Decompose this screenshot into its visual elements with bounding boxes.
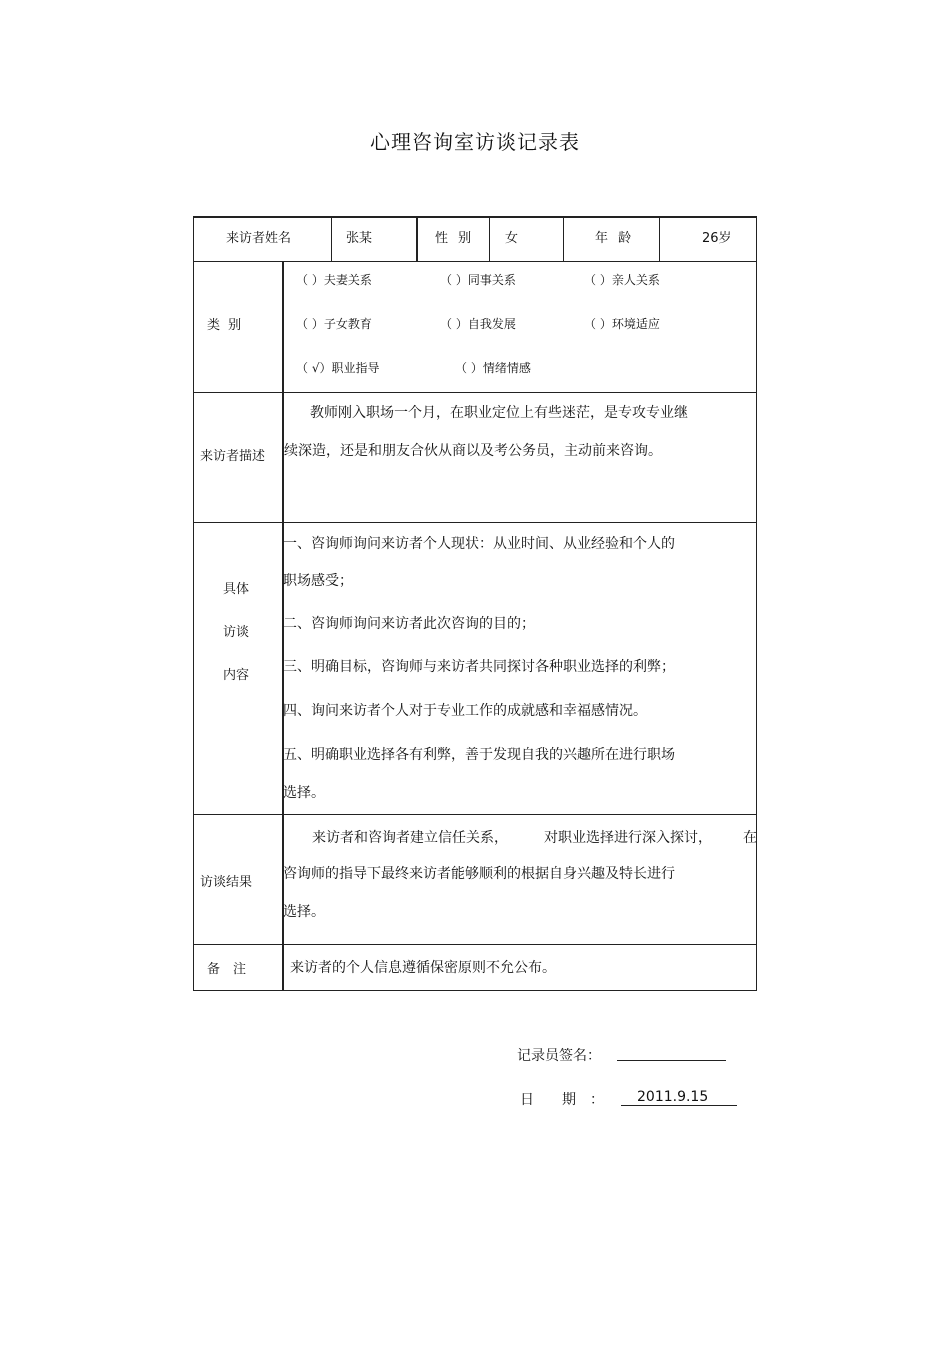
- category-option: （ ）子女教育: [296, 317, 372, 331]
- table-border-right: [756, 216, 757, 991]
- row-divider: [193, 814, 757, 815]
- row-divider: [193, 522, 757, 523]
- content-line: 四、询问来访者个人对于专业工作的成就感和幸福感情况。: [283, 703, 647, 719]
- page-title: 心理咨询室访谈记录表: [370, 130, 580, 154]
- category-label: 类 别: [207, 318, 242, 333]
- date-value: 2011.9.15: [637, 1089, 709, 1105]
- result-line-part: 来访者和咨询者建立信任关系，: [312, 830, 508, 846]
- category-option: （ ）夫妻关系: [296, 273, 372, 287]
- content-label-line: 具体: [223, 582, 250, 597]
- result-line: 选择。: [283, 904, 325, 920]
- result-line-part: 对职业选择进行深入探讨，: [544, 830, 712, 846]
- category-option: （ ）情绪情感: [455, 361, 531, 375]
- content-line: 二、咨询师询问来访者此次咨询的目的；: [283, 616, 535, 632]
- description-label: 来访者描述: [200, 449, 266, 464]
- header-divider: [659, 216, 660, 261]
- category-option: （ ）自我发展: [440, 317, 516, 331]
- table-border-top: [193, 216, 757, 218]
- header-divider: [416, 216, 418, 261]
- remarks-value: 来访者的个人信息遵循保密原则不允公布。: [290, 960, 556, 976]
- row-divider: [193, 944, 757, 945]
- content-label-line: 访谈: [223, 625, 250, 640]
- age-value: 26岁: [702, 231, 732, 246]
- content-line: 三、明确目标，咨询师与来访者共同探讨各种职业选择的利弊；: [283, 659, 675, 675]
- row-divider: [193, 392, 757, 393]
- date-underline: [621, 1105, 737, 1106]
- result-line-part: 在: [743, 830, 757, 846]
- header-divider: [331, 216, 332, 261]
- record-table: [193, 216, 757, 991]
- header-divider: [563, 216, 564, 261]
- content-line: 职场感受；: [283, 573, 353, 589]
- description-line: 续深造，还是和朋友合伙从商以及考公务员，主动前来咨询。: [284, 443, 662, 459]
- name-value: 张某: [346, 231, 373, 246]
- category-option-checked: （ √）职业指导: [296, 361, 380, 375]
- content-line: 一、咨询师询问来访者个人现状：从业时间、从业经验和个人的: [283, 536, 675, 552]
- content-label-line: 内容: [223, 668, 250, 683]
- category-option: （ ）亲人关系: [584, 273, 660, 287]
- table-border-left: [193, 216, 194, 991]
- category-option: （ ）环境适应: [584, 317, 660, 331]
- result-line: 咨询师的指导下最终来访者能够顺利的根据自身兴趣及特长进行: [283, 866, 675, 882]
- name-label: 来访者姓名: [226, 231, 292, 246]
- date-label: 日 期 ：: [520, 1092, 604, 1108]
- content-line: 选择。: [283, 785, 325, 801]
- gender-value: 女: [505, 231, 519, 246]
- category-option: （ ）同事关系: [440, 273, 516, 287]
- remarks-label: 备 注: [207, 962, 247, 977]
- gender-label: 性 别: [435, 231, 472, 246]
- table-border-bottom: [193, 990, 757, 991]
- signature-line[interactable]: [617, 1060, 726, 1061]
- result-label: 访谈结果: [200, 875, 253, 890]
- header-divider: [489, 216, 490, 261]
- description-line: 教师刚入职场一个月，在职业定位上有些迷茫，是专攻专业继: [310, 405, 688, 421]
- age-label: 年 龄: [595, 231, 632, 246]
- content-line: 五、明确职业选择各有利弊，善于发现自我的兴趣所在进行职场: [283, 747, 675, 763]
- signature-label: 记录员签名：: [517, 1048, 601, 1064]
- row-divider: [193, 261, 757, 262]
